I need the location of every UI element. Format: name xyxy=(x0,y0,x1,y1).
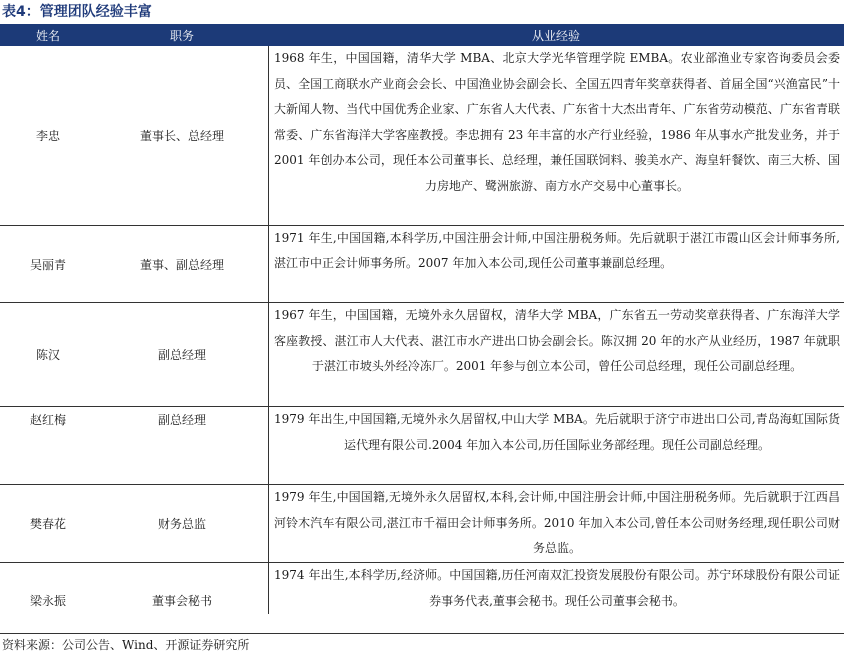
table-header xyxy=(0,24,844,46)
bottom-rule xyxy=(0,633,844,634)
cell-position: 董事、副总经理 xyxy=(139,257,224,272)
cell-experience: 1971 年生,中国国籍,本科学历,中国注册会计师,中国注册税务师。先后就职于湛江市霞山区会计师事务所,湛江市中正会计师事务所。2007 年加入本公司,现任公司董事兼副总经理。 xyxy=(268,226,844,302)
source-note: 资料来源：公司公告、Wind、开源证券研究所 xyxy=(2,638,250,652)
cell-position: 董事长、总经理 xyxy=(139,129,224,143)
header-name: 姓名 xyxy=(35,28,60,43)
cell-name: 樊春花 xyxy=(29,517,66,531)
table-title: 表4：管理团队经验丰富 xyxy=(2,4,152,20)
cell-name: 赵红梅 xyxy=(29,413,66,427)
table-row xyxy=(0,303,844,407)
cell-position: 副总经理 xyxy=(157,348,206,362)
table-row xyxy=(0,226,844,303)
management-team-table xyxy=(0,24,844,637)
cell-experience: 1979 年生,中国国籍,无境外永久居留权,本科,会计师,中国注册会计师,中国注册税务师。先后就职于江西昌河铃木汽车有限公司,湛江市千福田会计师事务所。2010 年加入本公司,曾任本公司财务经理,现任职公司财务总监。 xyxy=(268,485,844,562)
cell-name: 陈汉 xyxy=(35,348,60,362)
table-row xyxy=(0,485,844,563)
cell-experience: 1974 年出生,本科学历,经济师。中国国籍,历任河南双汇投资发展股份有限公司。苏宁环球股份有限公司证券事务代表,董事会秘书。现任公司董事会秘书。 xyxy=(268,563,844,614)
cell-position: 董事会秘书 xyxy=(151,593,212,608)
header-position: 职务 xyxy=(169,28,194,43)
table-row xyxy=(0,46,844,226)
cell-experience: 1968 年生，中国国籍，清华大学 MBA、北京大学光华管理学院 EMBA。农业部渔业专家咨询委员会委员、全国工商联水产业商会会长、中国渔业协会副会长、全国五四青年奖章获得者、首届全国“兴渔富民”十大新闻人物、当代中国优秀企业家、广东省人大代表、广东省十大杰出青年、广东省劳动模范、广东省青联常委、广东省海洋大学客座教授。李忠拥有 23 年丰富的水产行业经验，1986 年从事水产批发业务，并于 2001 年创办本公司，现任本公司董事长、总经理，兼任国联饲料、骏美水产、海皇轩餐饮、南三大桥、国力房地产、鹭洲旅游、南方水产交易中心董事长。 xyxy=(268,46,844,225)
cell-name: 吴丽青 xyxy=(29,257,66,272)
table-row xyxy=(0,407,844,485)
cell-experience: 1979 年出生,中国国籍,无境外永久居留权,中山大学 MBA。先后就职于济宁市进出口公司,青岛海虹国际货运代理有限公司.2004 年加入本公司,历任国际业务部经理。现任公司副总经理。 xyxy=(268,407,844,484)
table-row xyxy=(0,563,844,637)
cell-experience: 1967 年生，中国国籍，无境外永久居留权，清华大学 MBA，广东省五一劳动奖章获得者、广东海洋大学客座教授、湛江市人大代表、湛江市水产进出口协会副会长。陈汉拥 20 年的水产从业经历，1987 年就职于湛江市坡头外经冷冻厂。2001 年参与创立本公司，曾任公司总经理，现任公司副总经理。 xyxy=(268,303,844,406)
header-experience: 从业经验 xyxy=(531,28,580,43)
cell-name: 梁永振 xyxy=(29,593,66,608)
cell-position: 副总经理 xyxy=(157,413,206,427)
cell-position: 财务总监 xyxy=(157,517,206,531)
cell-name: 李忠 xyxy=(35,129,60,143)
